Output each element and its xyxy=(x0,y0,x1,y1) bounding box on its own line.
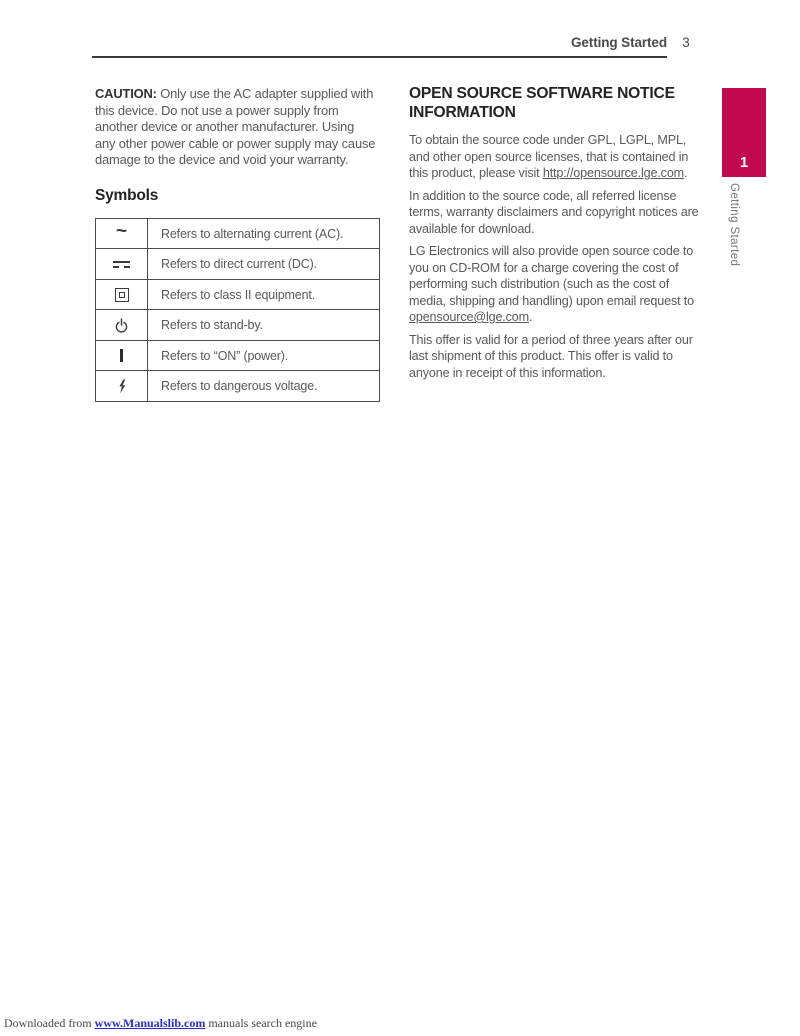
symbol-description: Refers to dangerous voltage. xyxy=(161,379,318,394)
manualslib-link[interactable]: www.Manualslib.com xyxy=(94,1016,206,1030)
table-row xyxy=(96,310,379,341)
header-rule xyxy=(92,56,667,58)
paragraph-text: . xyxy=(529,310,533,324)
footer-text: manuals search engine xyxy=(205,1016,317,1030)
table-row xyxy=(96,249,379,280)
footer-text: Downloaded from xyxy=(4,1016,95,1030)
paragraph-text: LG Electronics will also provide open source code to you on CD-ROM for a charge covering the cost of performing such distribution (such as the cost of media, shipping and handling) upon email request to xyxy=(409,244,695,308)
table-row xyxy=(96,371,379,401)
table-row xyxy=(96,280,379,311)
footer xyxy=(4,1016,317,1031)
table-row xyxy=(96,219,379,250)
symbols-heading: Symbols xyxy=(95,186,159,204)
caution-paragraph xyxy=(95,86,376,169)
chapter-number: 1 xyxy=(739,154,749,171)
paragraph-text: To obtain the source code under GPL, LGPL, MPL, and other open source licenses, that is contained in this product, please visit xyxy=(409,133,689,180)
symbol-description: Refers to direct current (DC). xyxy=(161,257,317,272)
open-source-paragraph-2: In addition to the source code, all referred license terms, warranty disclaimers and copyright notices are available for download. xyxy=(409,188,699,236)
symbol-description: Refers to stand-by. xyxy=(161,318,263,333)
standby-icon xyxy=(96,310,148,340)
caution-text: Only use the AC adapter supplied with this device. Do not use a power supply from another device or another manufacturer. Using any other power cable or power supply may cause damage to the device and void your warranty. xyxy=(95,86,376,168)
class-ii-equipment-icon xyxy=(96,280,148,310)
alternating-current-icon: ~ xyxy=(96,219,148,249)
opensource-url-link[interactable]: http://opensource.lge.com xyxy=(542,166,685,180)
symbol-description: Refers to class II equipment. xyxy=(161,287,316,302)
power-on-icon xyxy=(96,341,148,371)
left-column xyxy=(95,86,376,402)
right-column xyxy=(409,84,705,387)
caution-label: CAUTION: xyxy=(95,86,157,101)
dangerous-voltage-icon xyxy=(96,371,148,401)
table-row xyxy=(96,341,379,372)
open-source-heading: OPEN SOURCE SOFTWARE NOTICE INFORMATION xyxy=(409,85,675,121)
open-source-paragraph-1 xyxy=(409,132,705,182)
header-page-number: 3 xyxy=(682,35,690,50)
chapter-label-vertical: Getting Started xyxy=(728,183,740,267)
header-section-title: Getting Started xyxy=(570,35,667,50)
symbol-description: Refers to “ON” (power). xyxy=(161,348,289,363)
chapter-tab xyxy=(722,88,766,177)
symbol-description: Refers to alternating current (AC). xyxy=(161,226,344,241)
open-source-paragraph-4: This offer is valid for a period of three years after our last shipment of this product. This offer is valid to anyone in receipt of this information. xyxy=(409,332,693,380)
symbols-table xyxy=(95,218,380,402)
paragraph-text: . xyxy=(684,166,688,180)
direct-current-icon xyxy=(96,249,148,279)
open-source-paragraph-3 xyxy=(409,243,705,326)
opensource-email-link[interactable]: opensource@lge.com xyxy=(409,310,529,324)
